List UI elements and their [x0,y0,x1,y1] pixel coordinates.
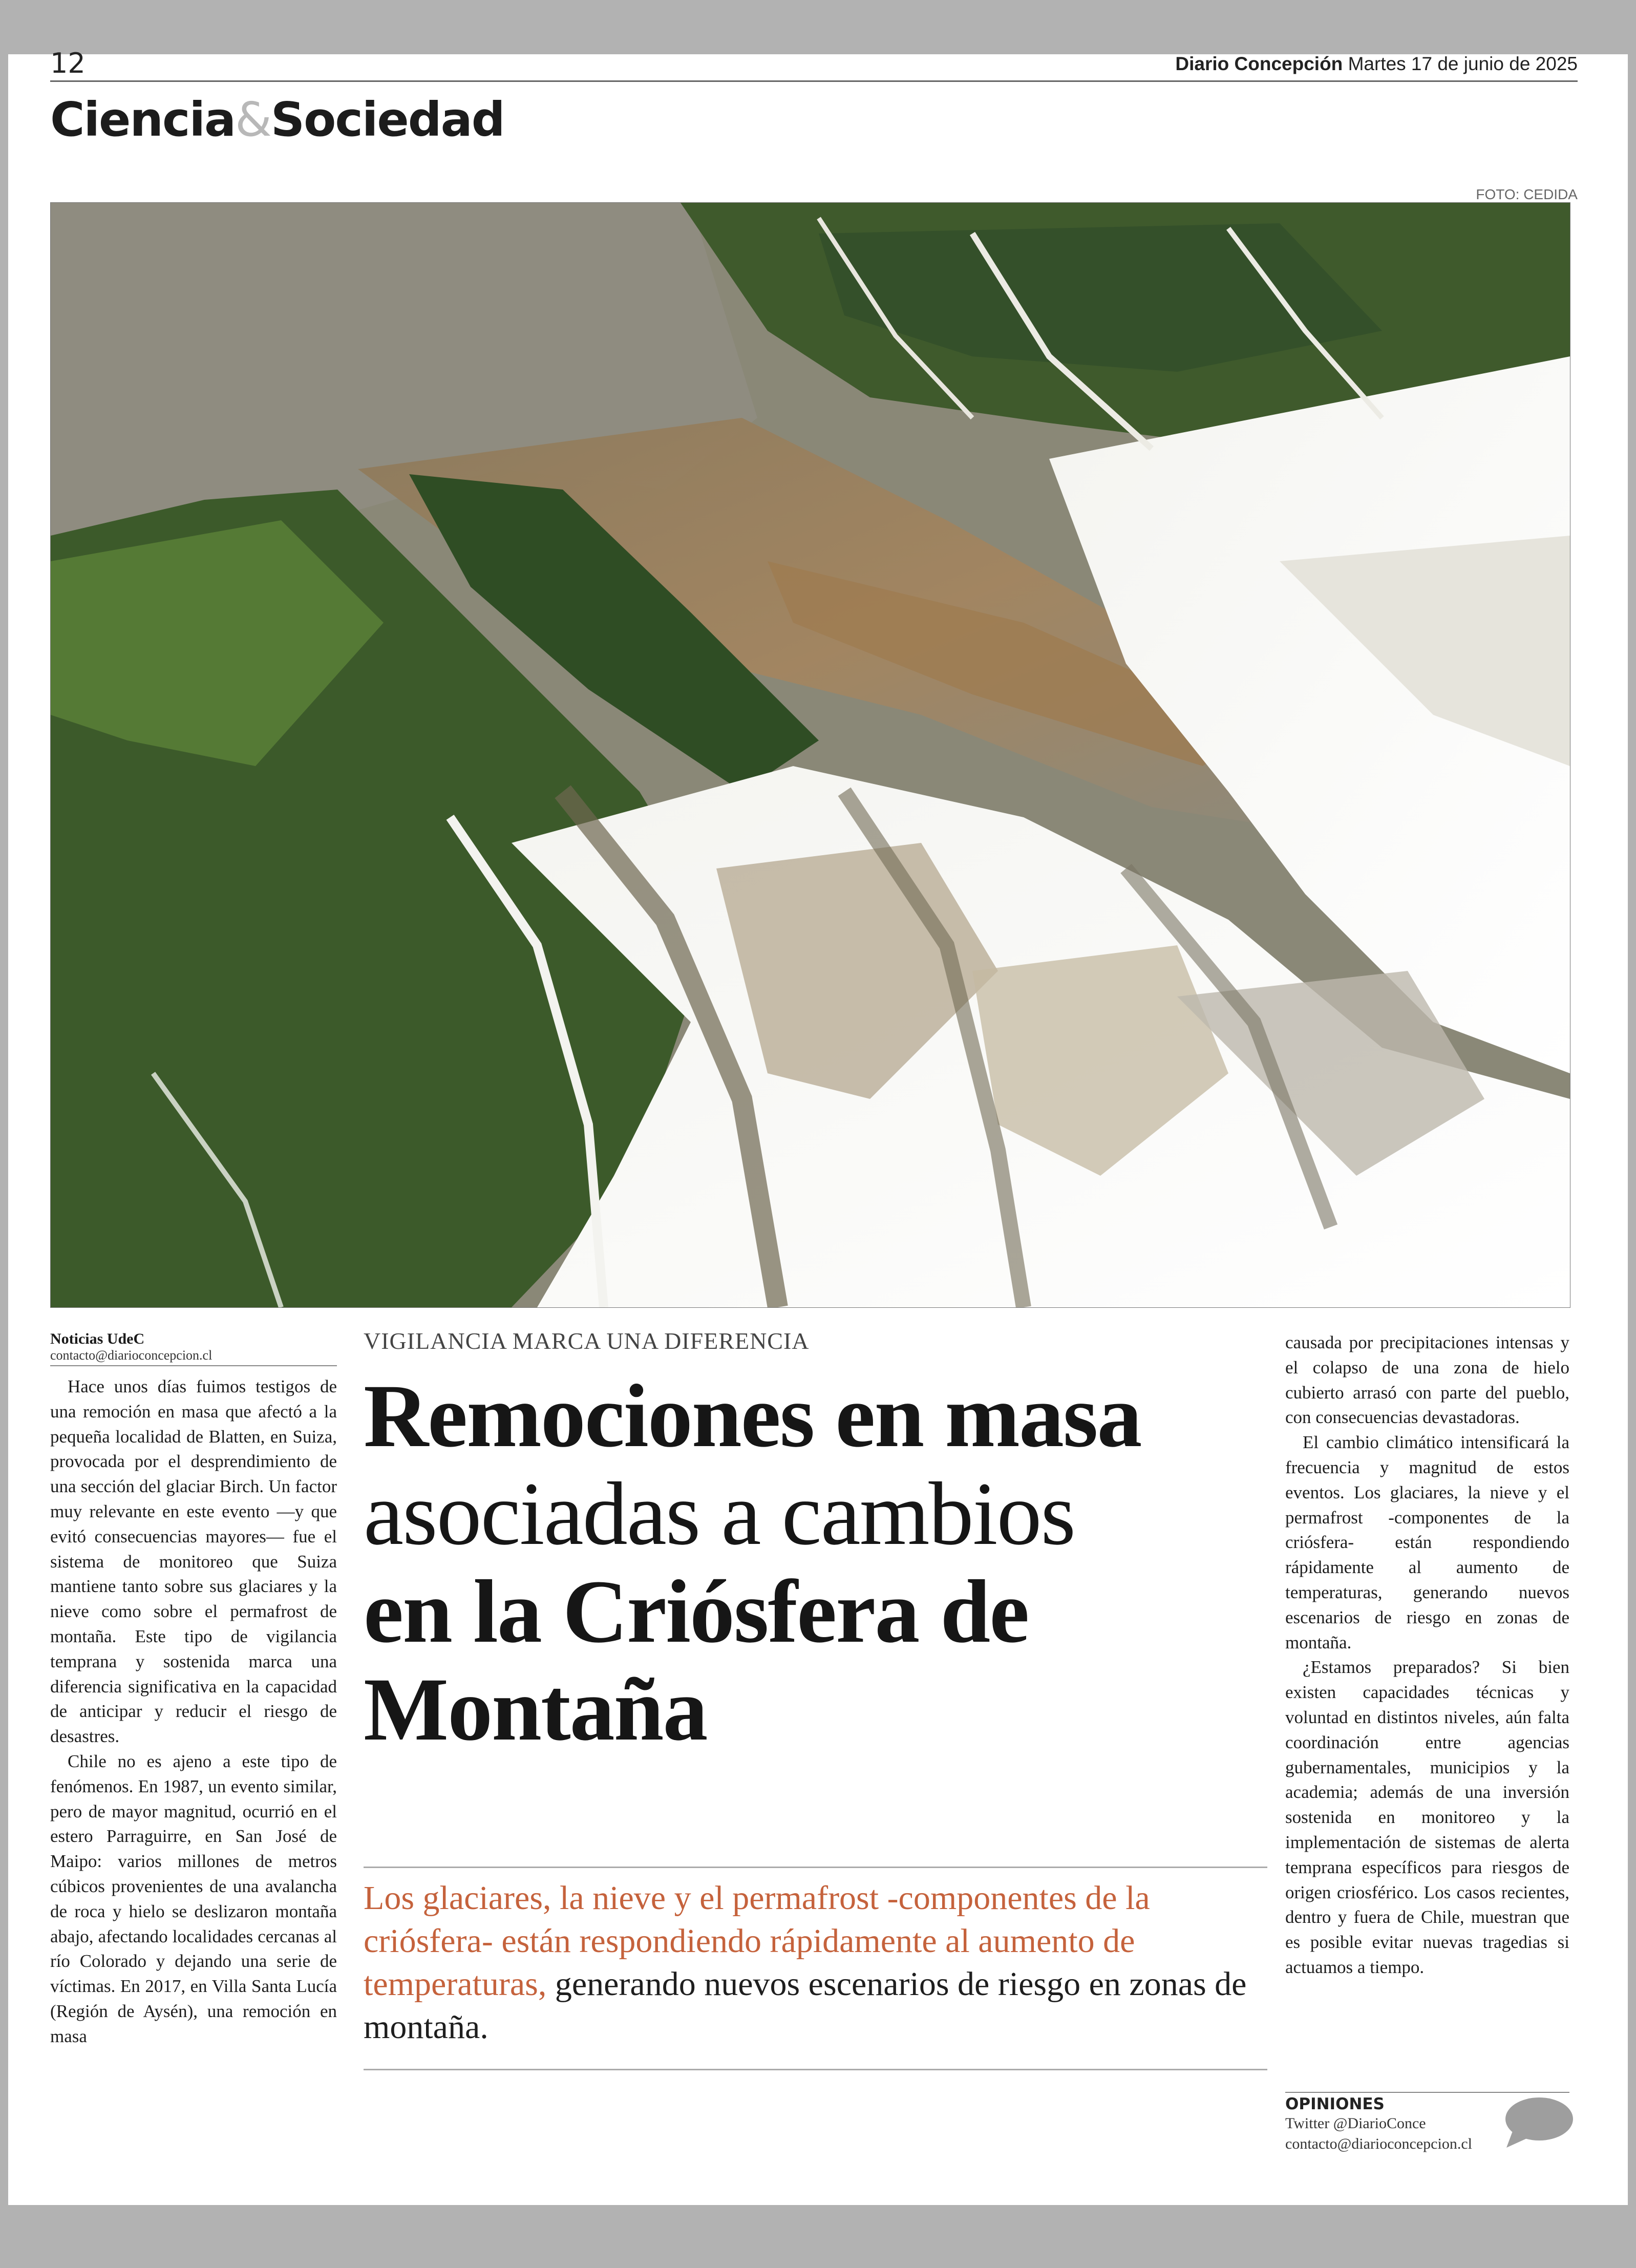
deck-rule-top [364,1867,1267,1868]
page-number: 12 [50,47,86,79]
opinion-twitter: Twitter @DiarioConce [1285,2115,1426,2132]
section-title [50,92,504,147]
paragraph: ¿Estamos preparados? Si bien existen capacidades técnicas y voluntad en distintos niveles, aún falta coordinación entre agencias gubernamentales, municipios y la academia; además de una inversión sostenida en monitoreo y la implementación de sistemas de alerta temprana específicos para riesgos de origen criosférico. Los casos recientes, dentro y fuera de Chile, muestran que es posible evitar nuevas tragedias si actuamos a tiempo. [1285,1657,1569,1977]
headline-line: Remociones en masa [364,1366,1141,1466]
paragraph: Hace unos días fuimos testigos de una remoción en masa que afectó a la pequeña localidad de Blatten, en Suiza, provocada por el desprendimiento de una sección del glaciar Birch. Un factor muy relevante en este evento —y que evitó consecuencias mayores— fue el sistema de monitoreo que Suiza mantiene tanto sobre sus glaciares y la nieve como sobre el permafrost de montaña. Este tipo de vigilancia temprana y sostenida marca una diferencia significativa en la capacidad de anticipar y reducir el riesgo de desastres. [50,1376,337,1747]
deck [364,1877,1267,2049]
byline [50,1330,337,1366]
masthead [1175,53,1578,75]
article-column-3 [1285,1330,1569,2088]
kicker: VIGILANCIA MARCA UNA DIFERENCIA [364,1328,810,1354]
paragraph: causada por precipitaciones intensas y el colapso de una zona de hielo cubierto arrasó con parte del pueblo, con consecuencias devastadoras. [1285,1332,1569,1428]
photo-credit: FOTO: CEDIDA [1476,186,1578,202]
section-title-part2: Sociedad [270,92,504,147]
headline-line: en la Criósfera de [364,1562,1029,1662]
deck-text: generando nuevos escenarios de riesgo en zonas de montaña. [364,1965,1247,2046]
paragraph: El cambio climático intensificará la frecuencia y magnitud de estos eventos. Los glaciares, la nieve y el permafrost -componentes de la criósfera- están respondiendo rápidamente al aumento de temperaturas, generando nuevos escenarios de riesgo en zonas de montaña. [1285,1432,1569,1652]
opinion-email: contacto@diarioconcepcion.cl [1285,2135,1472,2152]
satellite-photo [50,202,1570,1308]
deck-highlight: Los glaciares, la nieve y el permafrost -componentes de la criósfera- están respondiendo rápidamente al aumento de temperaturas, [364,1879,1150,2003]
speech-bubble-icon [1502,2094,1574,2150]
deck-rule-bottom [364,2069,1267,2070]
section-title-part1: Ciencia [50,92,236,147]
newspaper-name: Diario Concepción [1175,53,1343,74]
headline [364,1367,1265,1758]
author-email: contacto@diarioconcepcion.cl [50,1348,213,1363]
opinion-label: OPINIONES [1285,2095,1385,2113]
headline-line: asociadas a cambios [364,1464,1075,1564]
article-column-1 [50,1374,337,2163]
author-name: Noticias UdeC [50,1330,145,1347]
headline-line: Montaña [364,1660,707,1760]
header-rule [50,80,1578,82]
section-ampersand: & [235,92,271,147]
issue-date: Martes 17 de junio de 2025 [1348,53,1578,74]
paragraph: Chile no es ajeno a este tipo de fenómenos. En 1987, un evento similar, pero de mayor magnitud, ocurrió en el estero Parraguirre, en San José de Maipo: varios millones de metros cúbicos provenientes de una avalancha de roca y hielo se deslizaron montaña abajo, afectando localidades cercanas al río Colorado y dejando una serie de víctimas. En 2017, en Villa Santa Lucía (Región de Aysén), una remoción en masa [50,1751,337,2046]
